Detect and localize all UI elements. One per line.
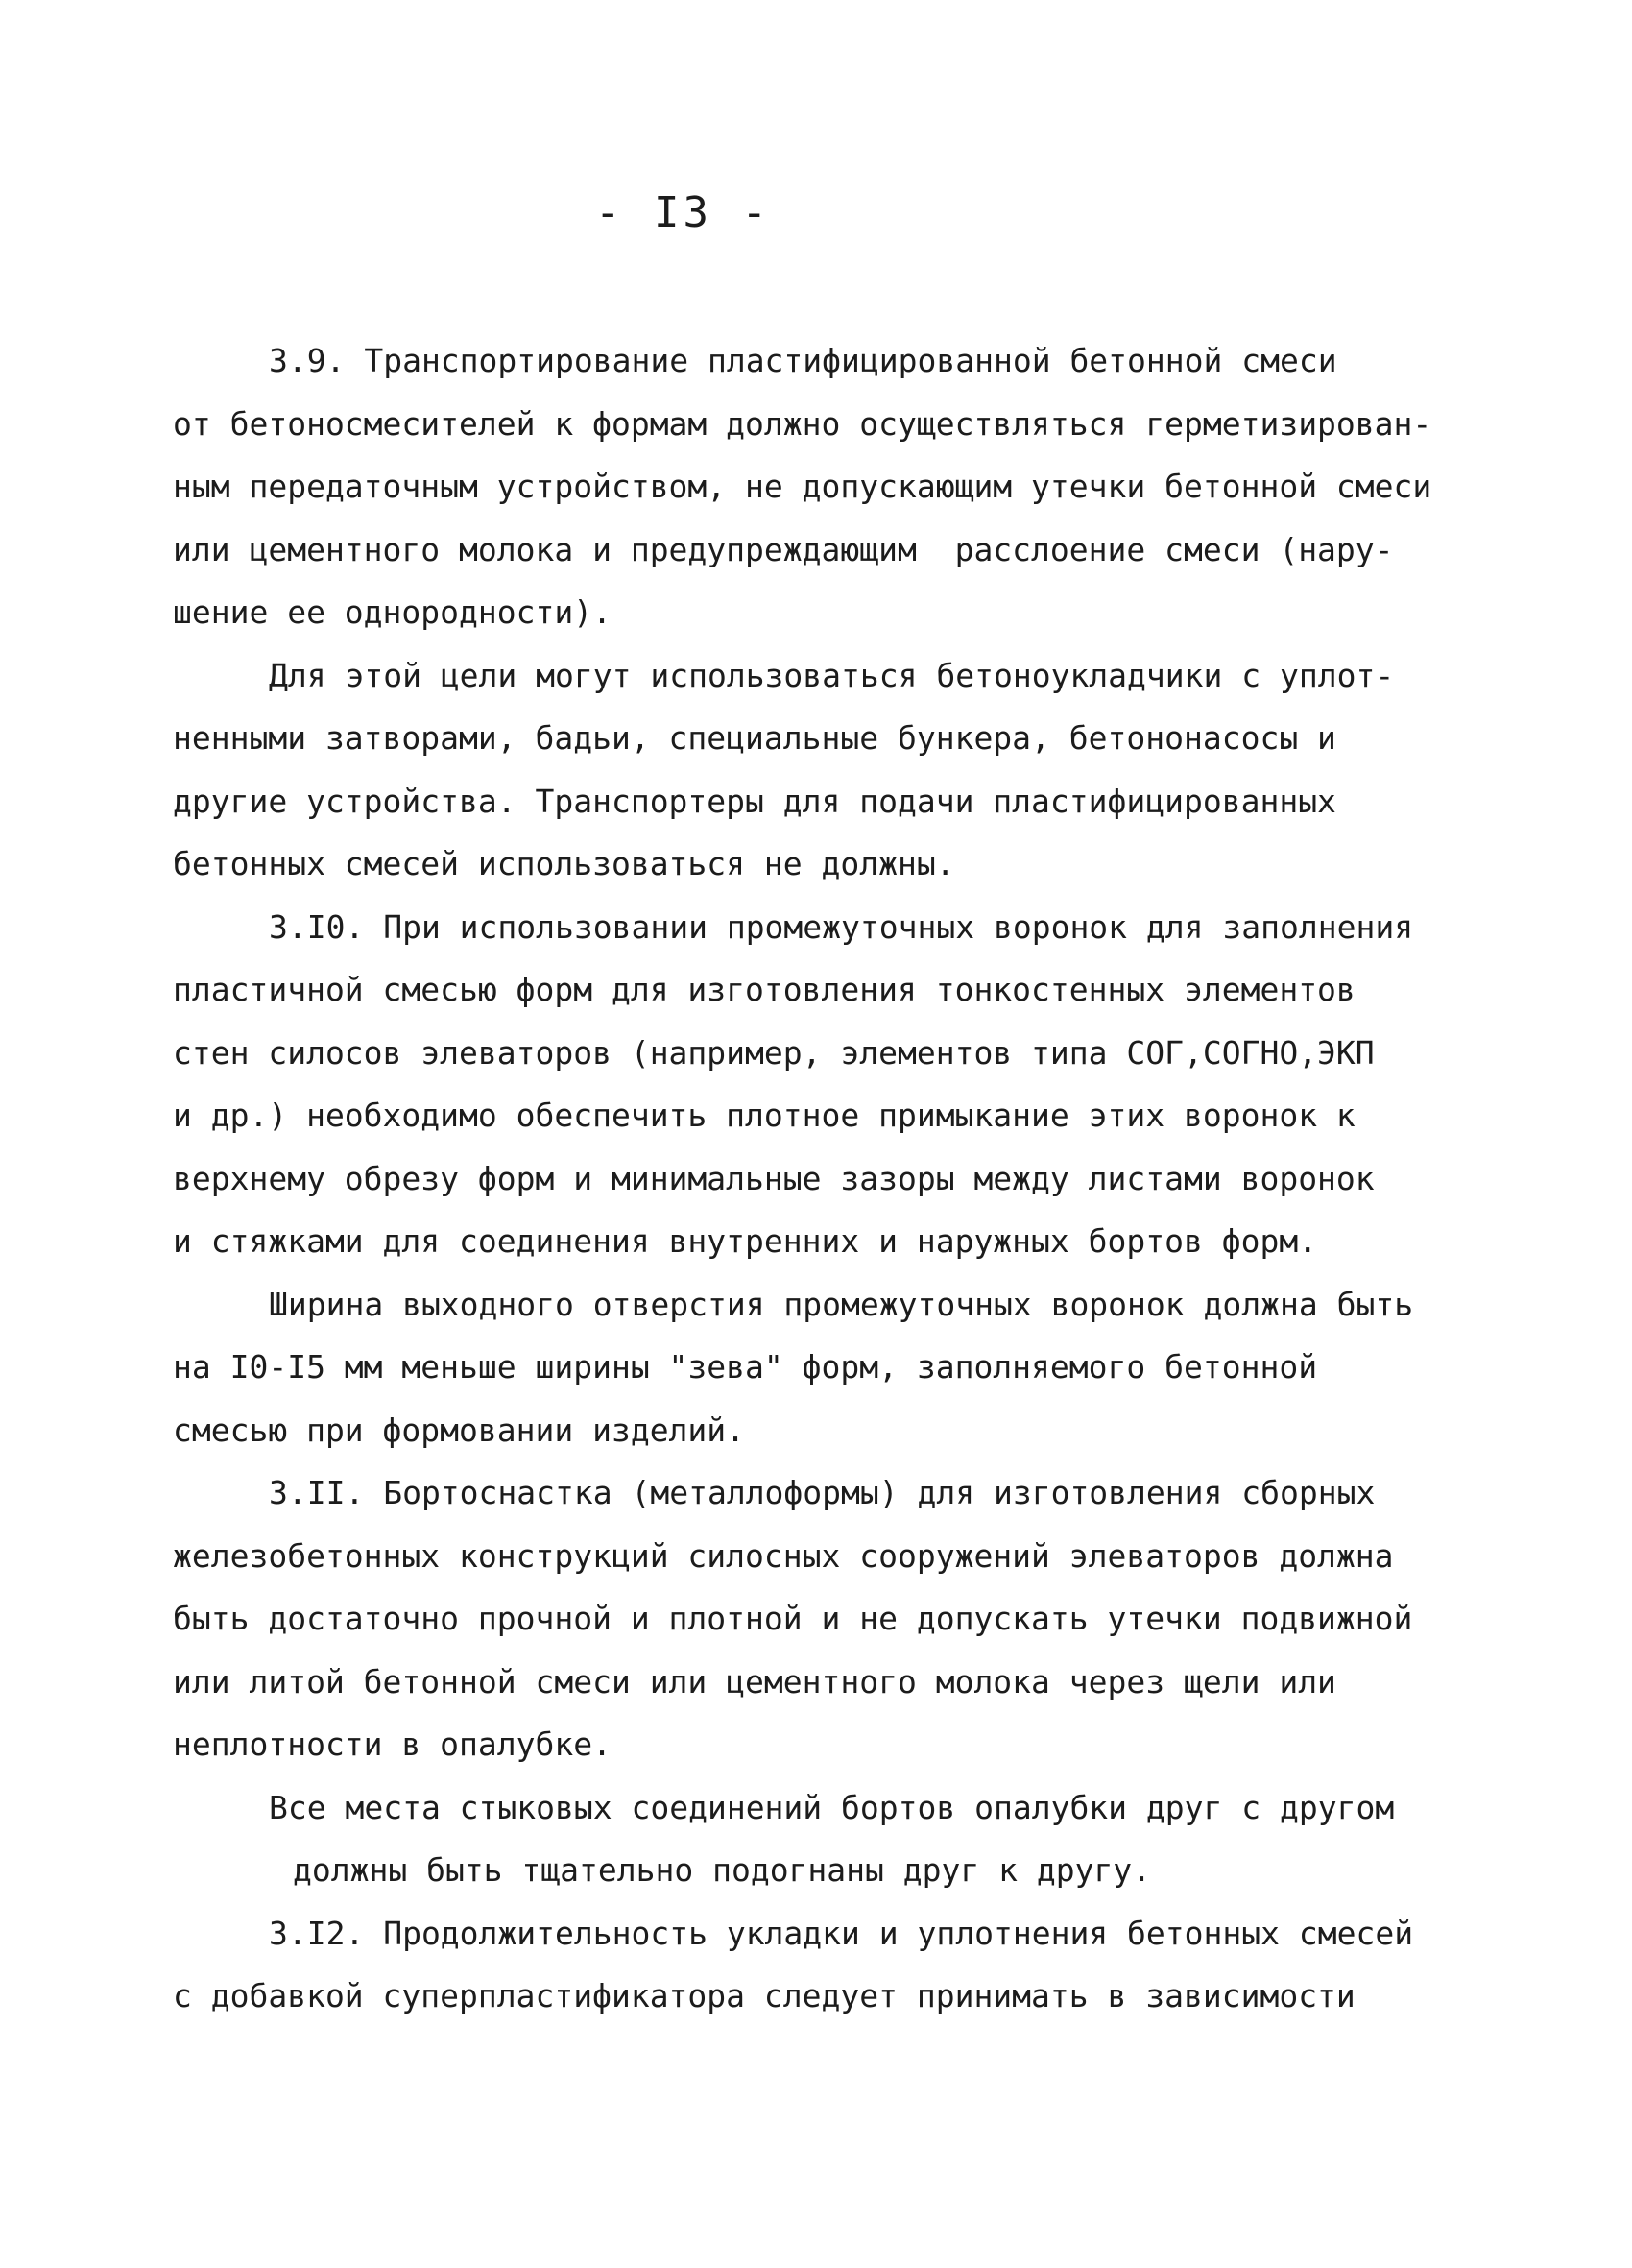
text-line-6: Для этой цели могут использоваться бетоноукладчики с уплот- bbox=[269, 657, 1395, 694]
text-line-7: ненными затворами, бадьи, специальные бункера, бетононасосы и bbox=[173, 719, 1336, 757]
text-line-15: и стяжками для соединения внутренних и наружных бортов форм. bbox=[173, 1222, 1318, 1260]
text-line-22: или литой бетонной смеси или цементного молока через щели или bbox=[173, 1663, 1336, 1701]
text-line-20: железобетонных конструкций силосных сооружений элеваторов должна bbox=[173, 1537, 1394, 1575]
text-line-27: с добавкой суперпластификатора следует принимать в зависимости bbox=[173, 1977, 1356, 2015]
text-line-13: и др.) необходимо обеспечить плотное примыкание этих воронок к bbox=[173, 1097, 1356, 1134]
text-line-17: на I0-I5 мм меньше ширины "зева" форм, заполняемого бетонной bbox=[173, 1348, 1318, 1386]
text-line-3: ным передаточным устройством, не допускающим утечки бетонной смеси bbox=[173, 468, 1432, 505]
text-line-19: 3.II. Бортоснастка (металлоформы) для изготовления сборных bbox=[269, 1474, 1376, 1511]
text-line-14: верхнему обрезу форм и минимальные зазоры между листами воронок bbox=[173, 1160, 1375, 1197]
text-line-12: стен силосов элеваторов (например, элементов типа СОГ,СОГНО,ЭКП bbox=[173, 1034, 1375, 1072]
page-number: - I3 - bbox=[595, 188, 771, 237]
text-line-23: неплотности в опалубке. bbox=[173, 1725, 612, 1763]
text-line-11: пластичной смесью форм для изготовления тонкостенных элементов bbox=[173, 971, 1356, 1008]
text-line-8: другие устройства. Транспортеры для подачи пластифицированных bbox=[173, 783, 1336, 820]
text-line-4: или цементного молока и предупреждающим расслоение смеси (нару- bbox=[173, 531, 1394, 568]
text-line-18: смесью при формовании изделий. bbox=[173, 1411, 746, 1449]
text-line-25: должны быть тщательно подогнаны друг к другу. bbox=[293, 1851, 1152, 1889]
text-line-2: от бетоносмесителей к формам должно осуществляться герметизирован- bbox=[173, 405, 1432, 443]
text-line-10: 3.I0. При использовании промежуточных воронок для заполнения bbox=[269, 908, 1414, 946]
text-line-24: Все места стыковых соединений бортов опалубки друг с другом bbox=[269, 1789, 1395, 1826]
text-line-9: бетонных смесей использоваться не должны. bbox=[173, 845, 955, 882]
text-line-21: быть достаточно прочной и плотной и не допускать утечки подвижной bbox=[173, 1600, 1413, 1637]
text-line-5: шение ее однородности). bbox=[173, 593, 612, 631]
text-line-1: 3.9. Транспортирование пластифицированной бетонной смеси bbox=[269, 342, 1337, 379]
text-line-16: Ширина выходного отверстия промежуточных воронок должна быть bbox=[269, 1286, 1414, 1323]
text-line-26: 3.I2. Продолжительность укладки и уплотнения бетонных смесей bbox=[269, 1915, 1414, 1952]
